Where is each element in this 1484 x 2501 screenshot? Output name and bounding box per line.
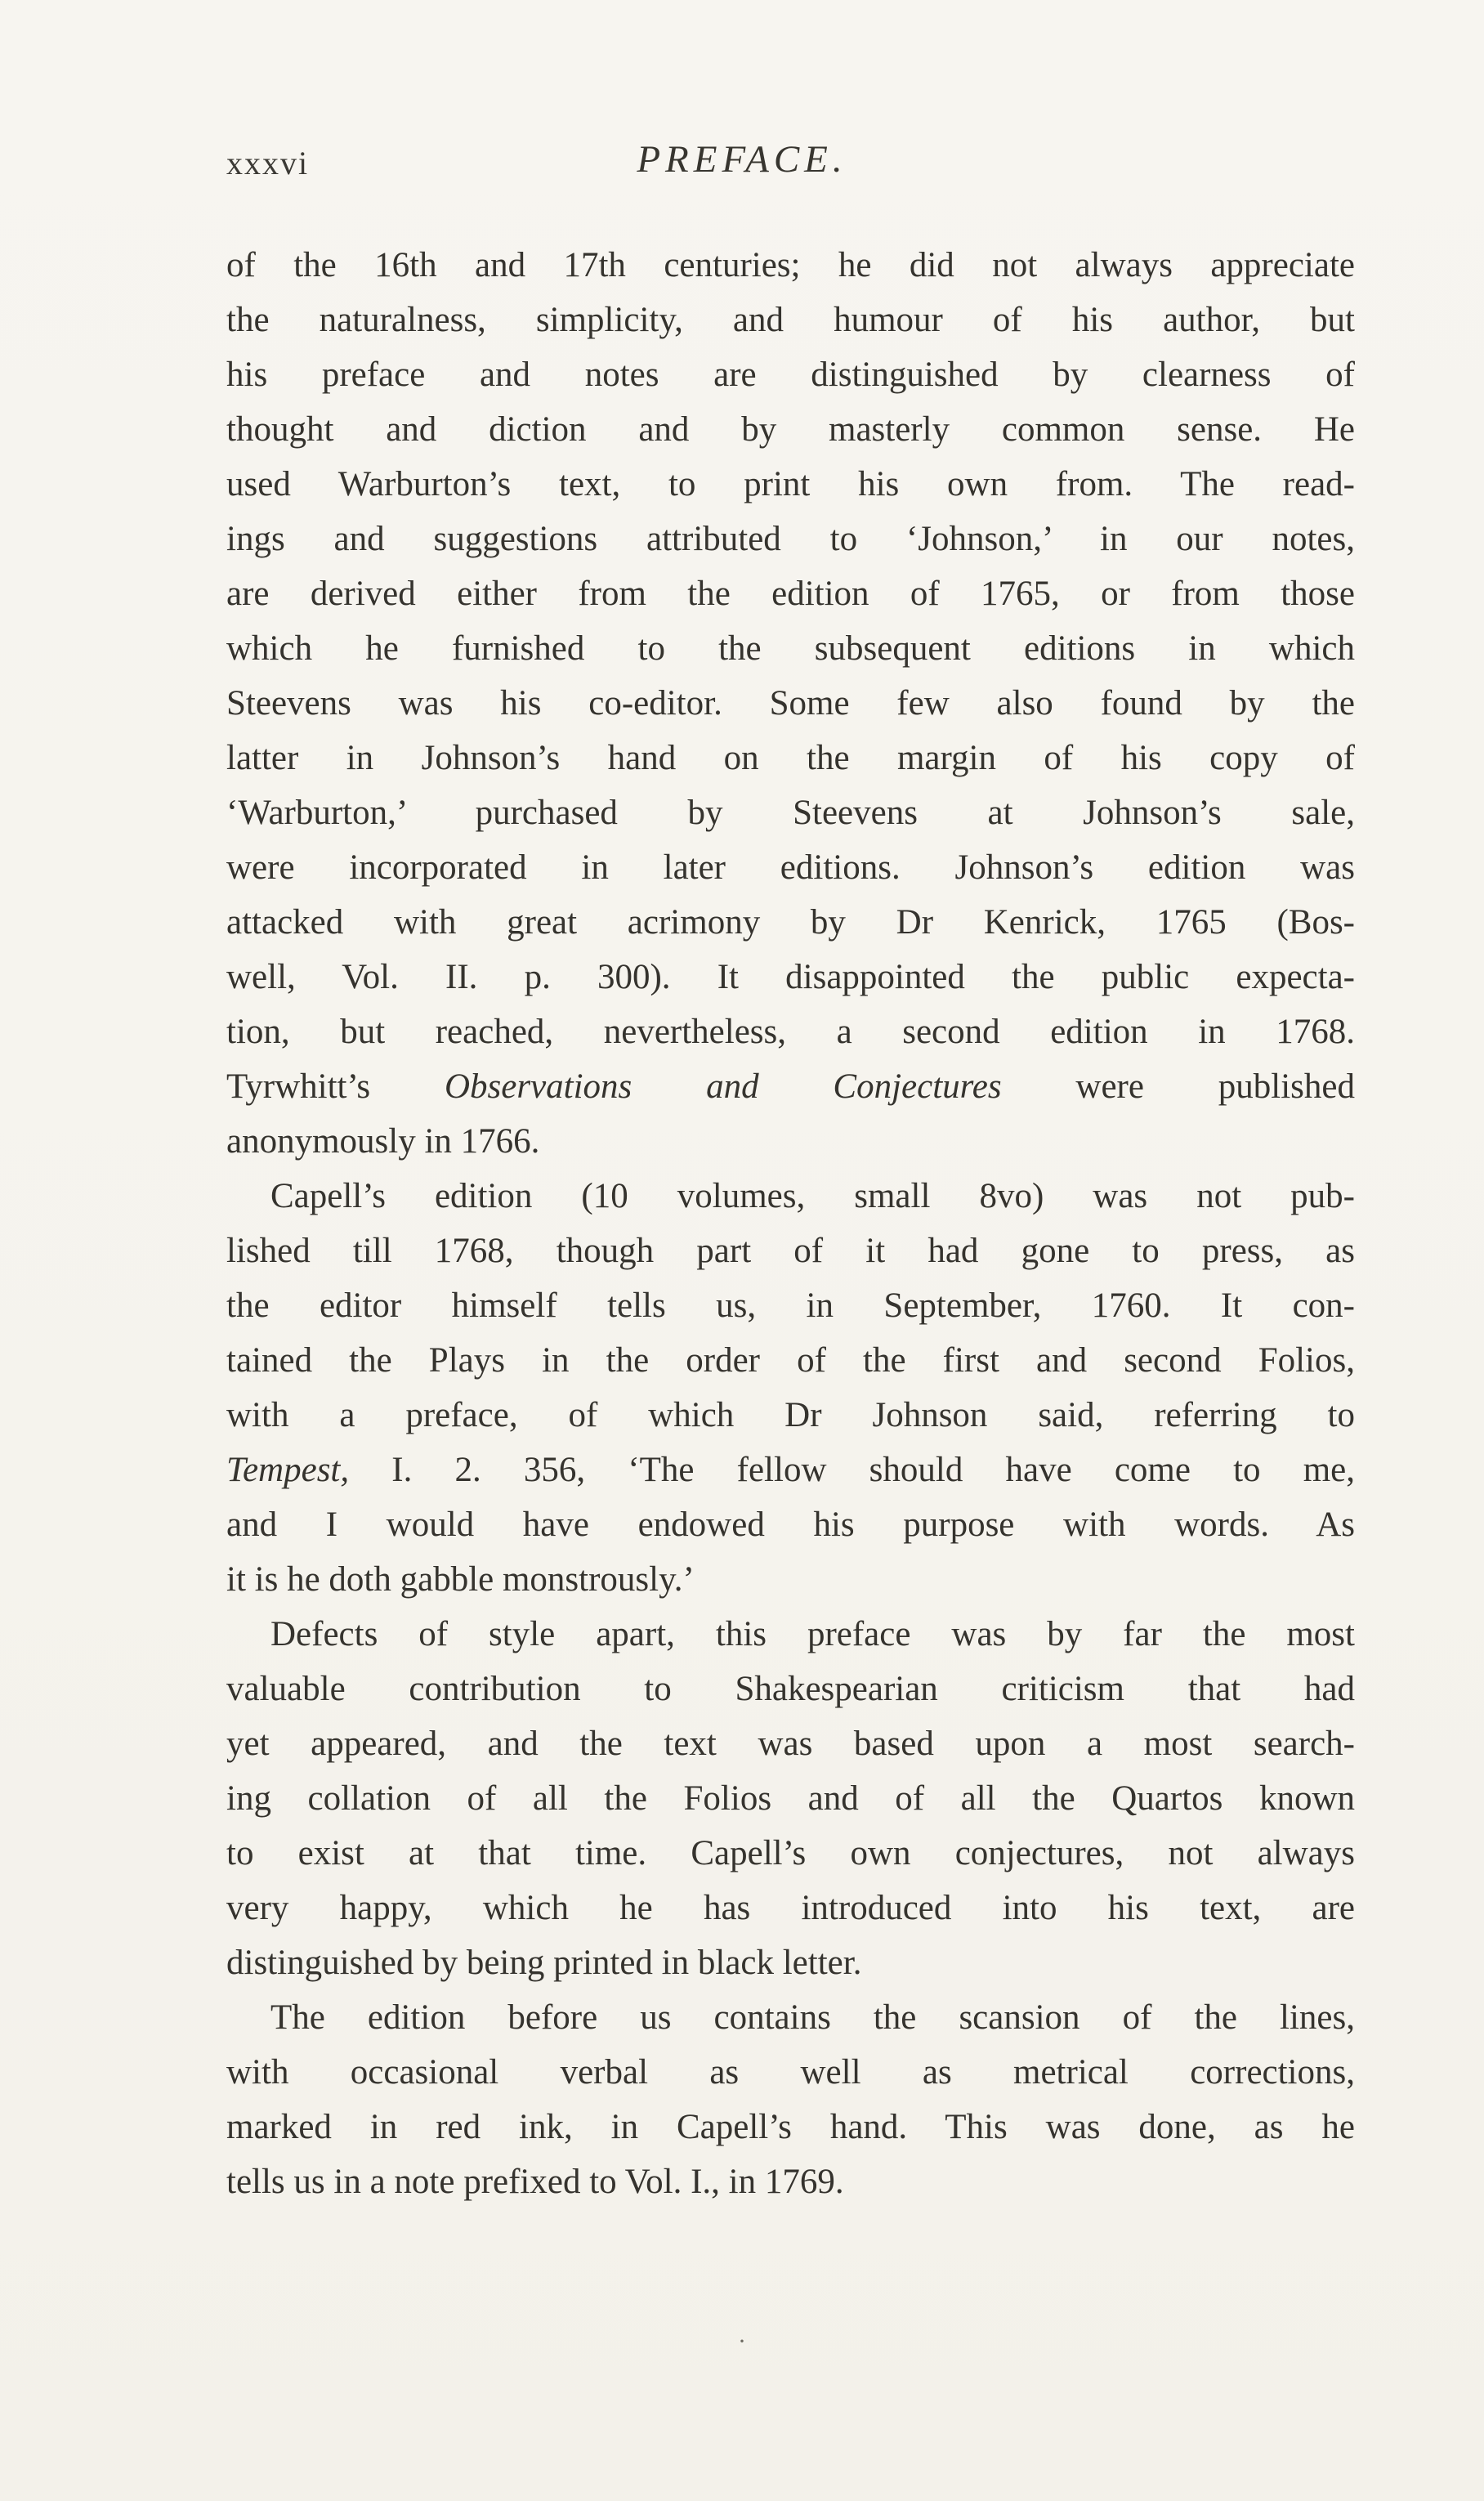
text-segment: ing collation of all the Folios and of all the Quartos known [226, 1779, 1355, 1818]
text-line [226, 1059, 1355, 1114]
text-segment: I. 2. 356, ‘The fellow should have come to me, [349, 1451, 1355, 1489]
text-line [226, 512, 1355, 566]
text-segment: Defects of style apart, this preface was by far the most [270, 1615, 1355, 1653]
text-line [226, 1278, 1355, 1333]
text-line [226, 950, 1355, 1004]
text-line [226, 1552, 1355, 1607]
text-line [226, 347, 1355, 402]
text-line [226, 1114, 1355, 1169]
text-segment: to exist at that time. Capell’s own conjectures, not always [226, 1834, 1355, 1872]
text-line [226, 840, 1355, 895]
text-line [226, 785, 1355, 840]
running-title: PREFACE. [637, 138, 847, 181]
text-segment: ‘Warburton,’ purchased by Steevens at Johnson’s sale, [226, 794, 1355, 832]
text-segment: lished till 1768, though part of it had gone to press, as [226, 1232, 1355, 1270]
text-segment: his preface and notes are distinguished by clearness of [226, 356, 1355, 394]
text-line [226, 731, 1355, 785]
text-segment: ings and suggestions attributed to ‘Johnson,’ in our notes, [226, 520, 1355, 558]
text-segment: very happy, which he has introduced into his text, are [226, 1889, 1355, 1927]
text-line [226, 1716, 1355, 1771]
text-segment: distinguished by being printed in black letter. [226, 1944, 862, 1982]
text-line [226, 1169, 1355, 1224]
text-segment: with occasional verbal as well as metrical corrections, [226, 2053, 1355, 2092]
text-line [226, 676, 1355, 731]
text-segment: used Warburton’s text, to print his own from. The read- [226, 465, 1355, 503]
text-line [226, 1607, 1355, 1662]
text-segment: and I would have endowed his purpose with words. As [226, 1506, 1355, 1544]
text-segment: latter in Johnson’s hand on the margin of his copy of [226, 739, 1355, 777]
text-segment: well, Vol. II. p. 300). It disappointed the public expecta- [226, 958, 1355, 996]
text-line [226, 2045, 1355, 2100]
text-line [226, 1662, 1355, 1716]
paragraph [226, 1990, 1355, 2209]
text-line [226, 1497, 1355, 1552]
page-number: xxxvi [226, 145, 310, 181]
text-line [226, 1990, 1355, 2045]
body-text [226, 238, 1355, 2209]
text-line [226, 457, 1355, 512]
italic-text-segment: Observations and Conjectures [444, 1067, 1002, 1106]
text-line [226, 1935, 1355, 1990]
text-line [226, 2100, 1355, 2154]
text-segment: Capell’s edition (10 volumes, small 8vo) was not pub- [270, 1177, 1355, 1215]
text-line [226, 895, 1355, 950]
text-segment: the editor himself tells us, in September, 1760. It con- [226, 1286, 1355, 1325]
text-segment: the naturalness, simplicity, and humour of his author, but [226, 301, 1355, 339]
text-line [226, 1388, 1355, 1443]
text-line [226, 1443, 1355, 1497]
text-segment: were published [1001, 1067, 1355, 1106]
text-segment: yet appeared, and the text was based upon a most search- [226, 1725, 1355, 1763]
paragraph [226, 1169, 1355, 1607]
text-line [226, 1826, 1355, 1881]
text-segment: tion, but reached, nevertheless, a second edition in 1768. [226, 1013, 1355, 1051]
text-segment: Steevens was his co-editor. Some few also found by the [226, 684, 1355, 723]
text-line [226, 1224, 1355, 1278]
text-line [226, 1004, 1355, 1059]
text-line [226, 1771, 1355, 1826]
text-segment: anonymously in 1766. [226, 1122, 540, 1161]
text-line [226, 2154, 1355, 2209]
text-line [226, 566, 1355, 621]
italic-text-segment: Tempest, [226, 1451, 350, 1489]
text-segment: tained the Plays in the order of the first and second Folios, [226, 1341, 1355, 1380]
text-line [226, 621, 1355, 676]
text-segment: thought and diction and by masterly common sense. He [226, 410, 1355, 449]
paragraph [226, 1607, 1355, 1990]
text-segment: of the 16th and 17th centuries; he did not always appreciate [226, 246, 1355, 284]
page-header [0, 137, 1484, 195]
text-segment: it is he doth gabble monstrously.’ [226, 1560, 695, 1599]
text-segment: The edition before us contains the scansion of the lines, [270, 1998, 1355, 2037]
text-line [226, 238, 1355, 293]
text-line [226, 1333, 1355, 1388]
text-segment: are derived either from the edition of 1765, or from those [226, 575, 1355, 613]
text-line [226, 1881, 1355, 1935]
text-line [226, 402, 1355, 457]
paragraph [226, 238, 1355, 1169]
text-segment: with a preface, of which Dr Johnson said, referring to [226, 1396, 1355, 1434]
text-line [226, 293, 1355, 347]
text-segment: tells us in a note prefixed to Vol. I., in 1769. [226, 2163, 844, 2201]
printers-mark: · [738, 2328, 746, 2355]
text-segment: marked in red ink, in Capell’s hand. This was done, as he [226, 2108, 1355, 2146]
text-segment: valuable contribution to Shakespearian criticism that had [226, 1670, 1355, 1708]
text-segment: Tyrwhitt’s [226, 1067, 445, 1106]
text-segment: attacked with great acrimony by Dr Kenrick, 1765 (Bos- [226, 903, 1355, 942]
text-segment: which he furnished to the subsequent editions in which [226, 629, 1355, 668]
text-segment: were incorporated in later editions. Johnson’s edition was [226, 848, 1355, 887]
